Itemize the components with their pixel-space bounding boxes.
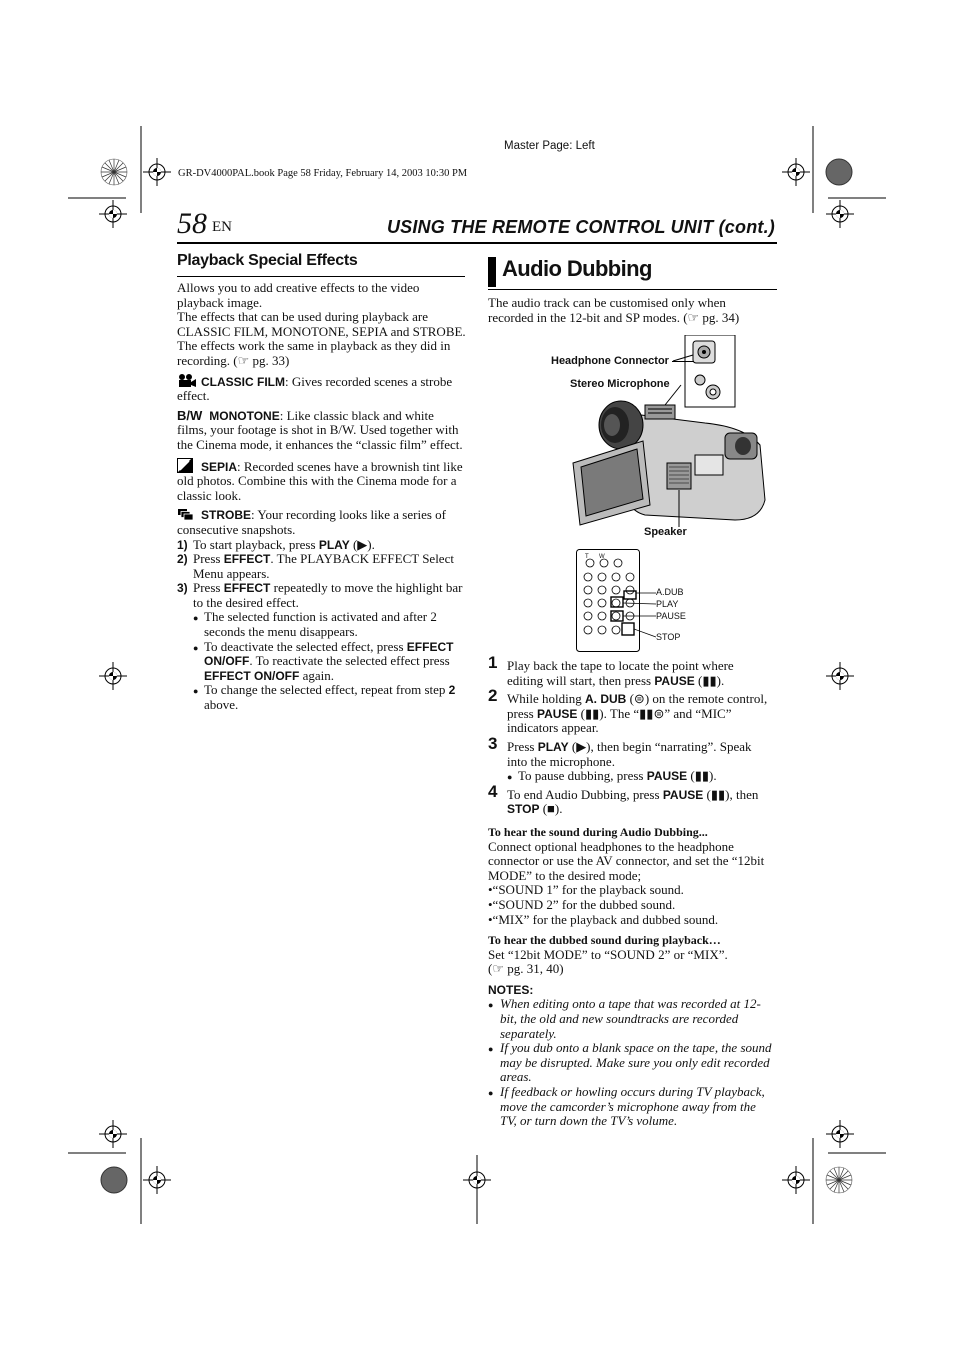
effect-name: STROBE xyxy=(201,508,252,523)
remote-w-label: W xyxy=(599,554,605,560)
bullet-text-mid: above. xyxy=(204,697,239,713)
step-text: Press xyxy=(193,580,224,596)
effect-bullet: ● The selected function is activated and after 2 seconds the menu disappears. xyxy=(193,609,437,640)
effect-name: SEPIA xyxy=(201,459,238,474)
pause-label: PAUSE xyxy=(656,611,686,621)
step-key: EFFECT xyxy=(223,552,271,567)
step-text-end: (▶), then begin “narrating”. Speak into the microphone. xyxy=(507,738,752,769)
hear-item-1: •“SOUND 1” for the playback sound. xyxy=(488,882,684,898)
step-text-end: (▶). xyxy=(349,536,375,552)
page-number: 58 xyxy=(177,207,207,240)
stop-label: STOP xyxy=(656,632,681,642)
step-text: Play back the tape to locate the point where editing will start, then press xyxy=(507,658,734,688)
effect-desc: : Gives recorded scenes a strobe effect. xyxy=(177,373,453,404)
step-number: 3 xyxy=(488,733,498,753)
effect-steps xyxy=(177,538,467,611)
step-text: Press xyxy=(507,738,538,754)
step-text: To start playback, press xyxy=(193,536,319,552)
substep-key: PAUSE xyxy=(646,769,688,784)
notes-list xyxy=(488,997,773,1128)
effect-name: MONOTONE xyxy=(209,408,280,423)
step-key: PAUSE xyxy=(662,787,704,802)
dubbed-heading: To hear the dubbed sound during playback… xyxy=(488,933,721,948)
header-rule xyxy=(177,242,777,244)
mic-label: Stereo Microphone xyxy=(570,378,670,390)
dub-step xyxy=(488,686,773,736)
effect-bullets xyxy=(177,610,467,712)
bullet-text: To change the selected effect, repeat from step xyxy=(204,682,449,698)
step-number: 1 xyxy=(488,653,498,672)
intro-line-1: Allows you to add creative effects to the video playback image. xyxy=(177,280,420,310)
step-text-mid: (▮▮), then xyxy=(703,786,759,802)
audio-dubbing-heading: Audio Dubbing xyxy=(502,256,652,281)
remote-t-label: T xyxy=(585,554,589,560)
step-key-2: PAUSE xyxy=(536,706,578,721)
effect-classic-film xyxy=(177,374,467,404)
bullet-key: EFFECT ON/OFF xyxy=(204,639,454,669)
effect-step xyxy=(177,581,467,610)
bullet-key-2: EFFECT ON/OFF xyxy=(204,668,300,683)
effect-desc: : Your recording looks like a series of consecutive snapshots. xyxy=(177,507,446,537)
remote-illustration xyxy=(576,549,656,653)
right-heading-rule xyxy=(488,289,777,290)
adub-label: A.DUB xyxy=(656,587,684,597)
audio-dubbing-steps xyxy=(488,653,773,1129)
effect-sepia xyxy=(177,458,467,504)
effect-bullet: ● To change the selected effect, repeat from step 2 above. xyxy=(193,682,456,713)
intro-line-3: The effects work the same in playback as they did in recording. (☞ pg. 33) xyxy=(177,338,451,368)
sepia-icon xyxy=(177,458,195,472)
step-key-2: STOP xyxy=(507,802,540,817)
bw-icon: B/W xyxy=(177,407,203,423)
note-item: ● If you dub onto a blank space on the tape, the sound may be disrupted. Make sure you only edit recorded areas. xyxy=(488,1041,773,1085)
step-key: EFFECT xyxy=(223,581,271,596)
effect-step xyxy=(177,538,467,553)
effect-monotone xyxy=(177,409,467,453)
step-text-end: (▮▮). The “▮▮⊜” and “MIC” indicators appear. xyxy=(507,705,732,736)
bullet-text-end: again. xyxy=(299,667,334,683)
effect-desc: : Recorded scenes have a brownish tint like old photos. Combine this with the Cinema mode for a classic look. xyxy=(177,458,463,503)
step-key: PLAY xyxy=(537,739,569,754)
dub-substep: ● To pause dubbing, press PAUSE (▮▮). xyxy=(507,768,717,784)
step-number: 3) xyxy=(177,581,188,596)
speaker-label: Speaker xyxy=(644,526,687,538)
heading-bar xyxy=(488,257,496,287)
dub-step xyxy=(488,781,773,817)
hear-item-2: •“SOUND 2” for the dubbed sound. xyxy=(488,896,676,912)
file-info: GR-DV4000PAL.book Page 58 Friday, February 14, 2003 10:30 PM xyxy=(178,168,468,179)
strobe-icon xyxy=(177,508,195,522)
hear-heading: To hear the sound during Audio Dubbing... xyxy=(488,824,708,839)
bullet-text: To deactivate the selected effect, press xyxy=(204,638,407,654)
step-text-end: (▮▮). xyxy=(694,672,725,688)
dubbed-text: Set “12bit MODE” to “SOUND 2” or “MIX”. xyxy=(488,946,728,962)
playback-effects-heading: Playback Special Effects xyxy=(177,252,358,269)
effect-step xyxy=(177,552,467,581)
step-key: PLAY xyxy=(318,537,350,552)
intro-line-2: The effects that can be used during playback are CLASSIC FILM, MONOTONE, SEPIA and STROBE. xyxy=(177,309,466,339)
bullet-text-mid: . To reactivate the selected effect press xyxy=(249,653,450,669)
hear-item-3: •“MIX” for the playback and dubbed sound. xyxy=(488,911,719,927)
headphone-label: Headphone Connector xyxy=(551,355,669,367)
substep-text-end: (▮▮). xyxy=(687,768,717,784)
step-text: To end Audio Dubbing, press xyxy=(507,786,663,802)
substep-text: To pause dubbing, press xyxy=(518,768,647,784)
effect-strobe xyxy=(177,508,467,537)
master-page-label: Master Page: Left xyxy=(504,140,595,152)
step-number: 1) xyxy=(177,537,188,552)
left-heading-rule xyxy=(177,276,465,277)
step-text: Press xyxy=(193,551,224,567)
step-key: PAUSE xyxy=(654,673,695,688)
effect-name: CLASSIC FILM xyxy=(201,374,285,389)
step-number: 2) xyxy=(177,552,188,567)
play-label: PLAY xyxy=(656,599,679,609)
section-title: USING THE REMOTE CONTROL UNIT (cont.) xyxy=(386,217,775,237)
step-text-end: . The PLAYBACK EFFECT Select Menu appears. xyxy=(193,551,454,581)
left-column xyxy=(177,281,467,713)
dubbed-ref: (☞ pg. 31, 40) xyxy=(488,961,564,977)
step-text-mid: (⊜) on the remote control, press xyxy=(507,691,768,721)
hear-text: Connect optional headphones to the headphone connector or use the AV connector, and set the “12bit MODE” to the desired mode; xyxy=(488,838,765,883)
step-text-end: repeatedly to move the highlight bar to the desired effect. xyxy=(193,580,463,610)
note-item: ● If feedback or howling occurs during TV playback, move the camcorder’s microphone away from the TV, or turn down the TV’s volume. xyxy=(488,1085,773,1129)
bullet-key: 2 xyxy=(448,683,456,698)
audio-intro: The audio track can be customised only when recorded in the 12-bit and SP modes. (☞ pg. 34) xyxy=(488,295,740,325)
bullet-text: The selected function is activated and after 2 seconds the menu disappears. xyxy=(204,609,437,640)
note-item: ● When editing onto a tape that was recorded at 12-bit, the old and new soundtracks are recorded separately. xyxy=(488,997,773,1041)
headphone-leader xyxy=(672,361,694,362)
step-text: While holding xyxy=(507,691,585,707)
step-key: A. DUB xyxy=(585,692,627,707)
step-number: 4 xyxy=(488,781,498,801)
dub-step xyxy=(488,653,773,688)
dub-step xyxy=(488,733,773,784)
notes-heading: NOTES: xyxy=(488,982,534,997)
effect-desc: : Like classic black and white films, your footage is shot in B/W. Used together with the Cinema mode, it enhances the “classic film” effect. xyxy=(177,407,463,452)
lang-code: EN xyxy=(212,219,232,235)
effect-bullet: ● To deactivate the selected effect, press EFFECT ON/OFF. To reactivate the selected effect press EFFECT ON/OFF again. xyxy=(193,638,454,683)
step-number: 2 xyxy=(488,686,498,706)
classic-film-icon xyxy=(177,374,195,388)
step-text-end: (■). xyxy=(539,801,563,817)
